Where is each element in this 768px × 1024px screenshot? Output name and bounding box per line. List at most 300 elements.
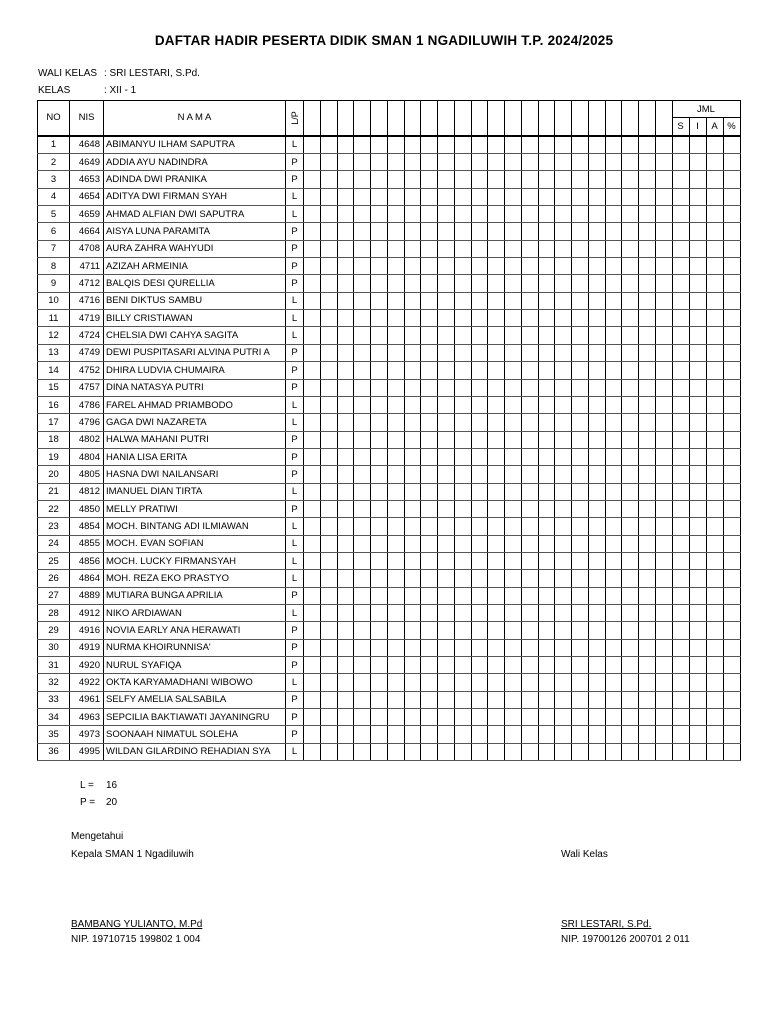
attendance-cell [572,275,589,292]
attendance-cell [404,379,421,396]
attendance-cell [438,466,455,483]
attendance-cell [454,691,471,708]
attendance-cell [354,674,371,691]
attendance-cell [672,483,689,500]
attendance-cell [421,691,438,708]
row-no: 12 [38,327,70,344]
attendance-cell [505,743,522,760]
attendance-cell [438,327,455,344]
attendance-cell [387,292,404,309]
attendance-cell [354,483,371,500]
attendance-cell [655,344,672,361]
attendance-cell [354,431,371,448]
row-nis: 4812 [70,483,104,500]
header-lp-text: L/P [289,111,300,125]
attendance-cell [488,587,505,604]
attendance-cell [505,154,522,171]
attendance-cell [572,171,589,188]
header-day-cell [622,101,639,136]
attendance-cell [588,206,605,223]
attendance-cell [387,518,404,535]
attendance-cell [404,275,421,292]
attendance-cell [320,552,337,569]
attendance-cell [304,535,321,552]
attendance-cell [689,691,706,708]
attendance-cell [672,448,689,465]
attendance-cell [639,604,656,621]
row-nama: DEWI PUSPITASARI ALVINA PUTRI A [104,344,286,361]
row-nis: 4922 [70,674,104,691]
attendance-cell [404,587,421,604]
attendance-cell [404,500,421,517]
attendance-cell [454,709,471,726]
table-row [38,344,741,361]
female-count [80,797,117,808]
table-row [38,310,741,327]
attendance-cell [588,674,605,691]
attendance-cell [588,552,605,569]
attendance-cell [572,483,589,500]
attendance-cell [672,223,689,240]
attendance-cell [320,414,337,431]
attendance-cell [639,466,656,483]
attendance-cell [421,657,438,674]
attendance-cell [706,691,723,708]
table-row [38,154,741,171]
attendance-cell [320,379,337,396]
attendance-cell [521,674,538,691]
attendance-cell [454,639,471,656]
principal-title: Kepala SMAN 1 Ngadiluwih [71,849,194,860]
attendance-cell [320,570,337,587]
attendance-cell [622,622,639,639]
attendance-cell [488,726,505,743]
attendance-cell [639,379,656,396]
attendance-cell [622,674,639,691]
attendance-cell [304,431,321,448]
attendance-cell [689,362,706,379]
row-nis: 4856 [70,552,104,569]
attendance-cell [337,136,354,154]
attendance-cell [354,691,371,708]
attendance-cell [320,691,337,708]
kelas-value: : XII - 1 [104,85,137,96]
attendance-cell [639,310,656,327]
row-no: 29 [38,622,70,639]
attendance-cell [471,743,488,760]
attendance-cell [421,483,438,500]
attendance-cell [337,622,354,639]
attendance-cell [337,154,354,171]
attendance-cell [689,275,706,292]
attendance-cell [354,622,371,639]
attendance-cell [605,344,622,361]
table-row [38,587,741,604]
attendance-cell [605,448,622,465]
attendance-cell [471,223,488,240]
row-lp: L [286,552,304,569]
attendance-cell [555,657,572,674]
attendance-cell [371,396,388,413]
attendance-cell [605,188,622,205]
attendance-cell [672,726,689,743]
attendance-cell [320,188,337,205]
row-no: 18 [38,431,70,448]
attendance-cell [689,743,706,760]
attendance-cell [354,448,371,465]
attendance-cell [588,171,605,188]
row-no: 32 [38,674,70,691]
attendance-cell [337,691,354,708]
attendance-cell [521,136,538,154]
attendance-cell [337,258,354,275]
attendance-cell [337,570,354,587]
attendance-cell [538,657,555,674]
attendance-cell [689,639,706,656]
row-lp: L [286,570,304,587]
attendance-cell [337,587,354,604]
attendance-cell [421,448,438,465]
attendance-cell [622,292,639,309]
table-row [38,292,741,309]
header-day-cell [588,101,605,136]
attendance-cell [723,136,740,154]
attendance-cell [588,258,605,275]
attendance-cell [337,448,354,465]
attendance-cell [488,500,505,517]
row-nama: DHIRA LUDVIA CHUMAIRA [104,362,286,379]
row-nama: ADINDA DWI PRANIKA [104,171,286,188]
attendance-cell [555,344,572,361]
attendance-cell [622,639,639,656]
attendance-cell [320,657,337,674]
attendance-cell [555,448,572,465]
attendance-cell [371,240,388,257]
attendance-cell [387,240,404,257]
attendance-cell [555,379,572,396]
attendance-cell [404,292,421,309]
attendance-cell [488,691,505,708]
attendance-cell [354,570,371,587]
attendance-cell [538,275,555,292]
attendance-cell [655,327,672,344]
attendance-cell [572,691,589,708]
attendance-cell [521,414,538,431]
attendance-cell [639,223,656,240]
attendance-cell [387,726,404,743]
row-nis: 4854 [70,518,104,535]
attendance-cell [337,500,354,517]
row-lp: P [286,431,304,448]
attendance-cell [471,622,488,639]
attendance-cell [689,709,706,726]
attendance-cell [371,535,388,552]
attendance-cell [706,518,723,535]
attendance-cell [304,362,321,379]
attendance-cell [354,310,371,327]
row-nis: 4749 [70,344,104,361]
table-row [38,414,741,431]
attendance-cell [454,657,471,674]
attendance-cell [655,188,672,205]
table-row [38,622,741,639]
attendance-cell [404,154,421,171]
attendance-cell [404,483,421,500]
attendance-cell [723,535,740,552]
row-nis: 4649 [70,154,104,171]
attendance-cell [723,518,740,535]
attendance-cell [622,396,639,413]
attendance-cell [538,431,555,448]
attendance-cell [572,535,589,552]
attendance-cell [689,604,706,621]
attendance-cell [421,570,438,587]
attendance-cell [337,535,354,552]
header-day-cell [538,101,555,136]
attendance-cell [538,223,555,240]
header-day-cell [521,101,538,136]
attendance-cell [438,483,455,500]
attendance-cell [438,622,455,639]
attendance-cell [337,726,354,743]
row-nis: 4855 [70,535,104,552]
attendance-cell [588,518,605,535]
attendance-cell [588,709,605,726]
attendance-cell [421,310,438,327]
attendance-cell [622,275,639,292]
table-row [38,258,741,275]
attendance-cell [371,154,388,171]
attendance-cell [505,414,522,431]
attendance-cell [421,206,438,223]
row-lp: L [286,518,304,535]
attendance-cell [622,344,639,361]
attendance-cell [371,136,388,154]
attendance-cell [538,726,555,743]
attendance-cell [588,154,605,171]
attendance-cell [572,587,589,604]
header-day-cell [605,101,622,136]
attendance-cell [655,552,672,569]
attendance-cell [404,466,421,483]
row-nama: AHMAD ALFIAN DWI SAPUTRA [104,206,286,223]
attendance-cell [505,188,522,205]
attendance-cell [605,709,622,726]
attendance-cell [505,639,522,656]
attendance-cell [387,431,404,448]
row-lp: L [286,414,304,431]
attendance-cell [605,691,622,708]
attendance-cell [572,414,589,431]
attendance-cell [488,448,505,465]
attendance-cell [421,136,438,154]
row-no: 15 [38,379,70,396]
attendance-cell [588,483,605,500]
row-no: 10 [38,292,70,309]
attendance-cell [622,206,639,223]
row-nis: 4654 [70,188,104,205]
attendance-cell [505,379,522,396]
attendance-cell [538,206,555,223]
attendance-cell [454,622,471,639]
attendance-cell [723,431,740,448]
attendance-cell [706,535,723,552]
attendance-cell [304,726,321,743]
attendance-cell [572,344,589,361]
attendance-cell [337,206,354,223]
table-row [38,709,741,726]
attendance-cell [605,466,622,483]
attendance-cell [706,188,723,205]
attendance-cell [538,240,555,257]
attendance-cell [723,362,740,379]
row-no: 34 [38,709,70,726]
attendance-cell [655,657,672,674]
attendance-cell [337,310,354,327]
table-row [38,396,741,413]
attendance-cell [572,604,589,621]
attendance-cell [538,292,555,309]
attendance-cell [404,223,421,240]
header-day-cell [371,101,388,136]
attendance-cell [505,622,522,639]
table-row [38,535,741,552]
attendance-cell [723,743,740,760]
attendance-cell [320,396,337,413]
attendance-cell [723,691,740,708]
attendance-cell [639,674,656,691]
attendance-cell [622,448,639,465]
attendance-cell [438,691,455,708]
attendance-cell [471,327,488,344]
attendance-cell [387,639,404,656]
attendance-cell [404,327,421,344]
attendance-cell [655,500,672,517]
attendance-cell [572,726,589,743]
attendance-cell [421,500,438,517]
attendance-cell [471,240,488,257]
attendance-cell [488,206,505,223]
attendance-cell [354,726,371,743]
attendance-cell [320,292,337,309]
attendance-cell [588,570,605,587]
attendance-cell [555,275,572,292]
attendance-cell [421,240,438,257]
attendance-cell [655,466,672,483]
attendance-cell [538,570,555,587]
attendance-cell [354,344,371,361]
attendance-cell [622,327,639,344]
attendance-cell [404,344,421,361]
attendance-cell [354,223,371,240]
attendance-cell [655,535,672,552]
attendance-cell [689,552,706,569]
attendance-cell [706,587,723,604]
row-nama: NURUL SYAFIQA [104,657,286,674]
attendance-cell [438,240,455,257]
attendance-cell [371,483,388,500]
attendance-cell [555,518,572,535]
attendance-cell [337,709,354,726]
attendance-cell [454,396,471,413]
attendance-cell [304,136,321,154]
attendance-cell [387,570,404,587]
attendance-cell [387,379,404,396]
attendance-cell [304,258,321,275]
attendance-cell [555,726,572,743]
table-row [38,379,741,396]
attendance-cell [438,275,455,292]
attendance-cell [404,552,421,569]
attendance-cell [538,518,555,535]
attendance-cell [371,743,388,760]
attendance-cell [387,743,404,760]
attendance-cell [505,448,522,465]
row-nama: BILLY CRISTIAWAN [104,310,286,327]
attendance-cell [354,362,371,379]
attendance-cell [454,726,471,743]
attendance-cell [555,604,572,621]
attendance-cell [521,570,538,587]
attendance-cell [471,431,488,448]
table-row [38,171,741,188]
attendance-cell [555,136,572,154]
attendance-cell [538,587,555,604]
attendance-cell [438,396,455,413]
attendance-cell [421,622,438,639]
table-row [38,691,741,708]
attendance-cell [706,570,723,587]
attendance-cell [689,206,706,223]
attendance-cell [505,726,522,743]
attendance-cell [655,275,672,292]
table-row [38,431,741,448]
attendance-cell [304,171,321,188]
row-nis: 4802 [70,431,104,448]
attendance-cell [438,171,455,188]
attendance-cell [672,431,689,448]
attendance-cell [337,171,354,188]
attendance-cell [605,258,622,275]
attendance-cell [622,431,639,448]
attendance-cell [488,743,505,760]
attendance-cell [605,414,622,431]
attendance-cell [371,379,388,396]
attendance-cell [639,275,656,292]
row-nis: 4711 [70,258,104,275]
attendance-cell [454,327,471,344]
attendance-cell [320,500,337,517]
attendance-cell [337,604,354,621]
attendance-cell [421,258,438,275]
attendance-cell [706,709,723,726]
attendance-cell [555,223,572,240]
attendance-cell [555,743,572,760]
attendance-cell [622,657,639,674]
attendance-cell [304,327,321,344]
attendance-cell [471,674,488,691]
attendance-cell [488,622,505,639]
row-nis: 4804 [70,448,104,465]
attendance-cell [555,674,572,691]
attendance-cell [706,379,723,396]
attendance-cell [689,448,706,465]
wali-kelas-label: WALI KELAS [38,68,98,79]
row-lp: L [286,206,304,223]
table-row [38,240,741,257]
attendance-cell [555,171,572,188]
attendance-cell [689,240,706,257]
